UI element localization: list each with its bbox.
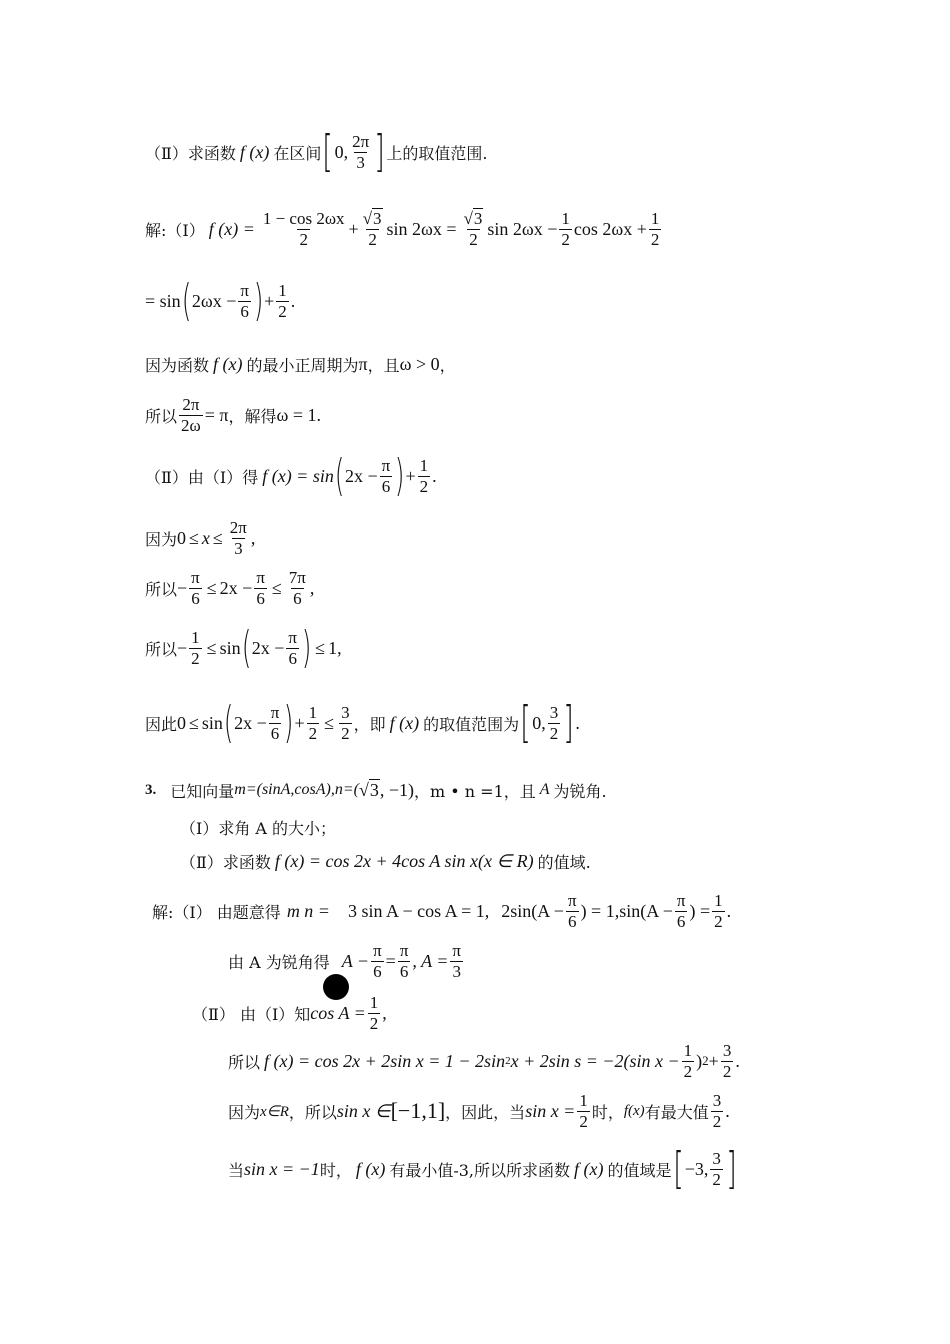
expr: 2x − <box>251 637 285 658</box>
expr: f(x) <box>623 1102 645 1119</box>
text: 的值域. <box>537 852 591 872</box>
expr: = sin <box>145 290 181 311</box>
cond: ω > 0 <box>399 353 440 374</box>
expr: 0, <box>532 712 546 733</box>
period: . <box>316 404 321 425</box>
solution-i-line2 <box>145 275 295 327</box>
fraction: $\frac{\pi}{6}$ <box>256 567 265 608</box>
expr: sin 2ωx = <box>386 218 457 239</box>
expr: 2x − <box>345 465 378 486</box>
fraction: $\frac{2\pi}{3}$ <box>229 517 247 558</box>
interval: [−1,1] <box>390 1098 446 1123</box>
text: ，m • n =1，且 <box>414 781 536 801</box>
expr: cos A = <box>310 1002 366 1023</box>
fraction: $\frac{1 - \cos 2\omega x}{2}$ <box>262 208 345 249</box>
period: . <box>290 290 296 311</box>
right-bracket: ] <box>374 126 385 177</box>
fx: f (x) <box>389 712 420 733</box>
question-3-part-ii <box>180 848 591 874</box>
fraction: $\frac{\pi}{6}$ <box>240 280 249 321</box>
left-bracket: [ <box>520 697 531 748</box>
range-arg-line <box>145 565 314 611</box>
fraction: $\frac{1}{2}$ <box>278 280 287 321</box>
fraction: $\frac{√3}{2}$ <box>362 208 382 249</box>
fraction: $\frac{\pi}{6}$ <box>373 940 382 981</box>
text: 当 <box>228 1160 245 1180</box>
text: 因为函数 <box>145 355 210 375</box>
expr: 2x − <box>234 712 267 733</box>
solution-3-ii-line4 <box>228 1142 738 1196</box>
label: 解:（Ⅰ） <box>145 220 205 240</box>
range-result-line <box>145 697 580 749</box>
fraction: $\frac{\pi}{6}$ <box>381 455 391 496</box>
question-ii <box>145 126 487 178</box>
le: ≤ <box>324 712 335 733</box>
text: 为锐角. <box>553 781 607 801</box>
fraction: $\frac{3}{2}$ <box>712 1148 721 1189</box>
label: 解:（Ⅰ） 由题意得 <box>152 902 281 922</box>
solution-3-ii <box>192 990 387 1036</box>
expr: sin 2ωx − <box>487 218 558 239</box>
solution-3-i <box>152 887 731 935</box>
fx: f (x) <box>213 353 243 374</box>
fraction: $\frac{1}{2}$ <box>308 702 318 743</box>
le: ≤ <box>189 712 199 733</box>
expr: 1 <box>328 637 338 658</box>
fraction: $\frac{1}{2}$ <box>650 208 660 249</box>
expr: sin x = <box>525 1100 576 1121</box>
text: 的最小正周期为 <box>246 355 359 375</box>
zero: 0, <box>334 141 349 162</box>
text: 的值域是 <box>607 1160 672 1180</box>
fraction: $\frac{1}{2}$ <box>419 455 429 496</box>
expr: = <box>385 950 396 971</box>
fraction: $\frac{2\pi}{2\omega}$ <box>181 394 201 435</box>
text: ，因此，当 <box>445 1102 526 1122</box>
le: ≤ <box>206 577 217 598</box>
text: 所以 <box>228 1052 261 1072</box>
plus: + <box>708 1050 719 1071</box>
fraction: $\frac{√3}{2}$ <box>463 208 483 249</box>
fraction: $\frac{\pi}{6}$ <box>270 702 280 743</box>
fraction: $\frac{\pi}{6}$ <box>288 627 297 668</box>
fx: f (x) = <box>208 218 255 239</box>
expr: 0 <box>177 527 187 548</box>
right-bracket: ] <box>563 697 574 748</box>
fraction: $\frac{3}{2}$ <box>712 1090 722 1131</box>
expr: , A = <box>412 950 449 971</box>
le: ≤ <box>206 637 217 658</box>
le: ≤ <box>212 527 223 548</box>
expr: ) = 1,sin(A − <box>580 900 673 921</box>
pi: π <box>358 353 368 374</box>
expr: f (x) = cos 2x + 2sin x = 1 − 2sin <box>264 1050 506 1071</box>
minus: − <box>177 577 188 598</box>
solution-3-i-line2 <box>228 938 465 984</box>
text: ，解得 <box>228 406 277 426</box>
fraction: $\frac{\pi}{6}$ <box>191 567 200 608</box>
plus: + <box>294 712 305 733</box>
comma: , <box>382 1002 387 1023</box>
expr: ω = 1 <box>276 404 317 425</box>
text: 有最小值-3, <box>389 1160 474 1180</box>
text: （Ⅱ）求函数 <box>180 852 271 872</box>
expr: = π <box>204 404 229 425</box>
le: ≤ <box>315 637 326 658</box>
text: 所以所求函数 <box>474 1160 571 1180</box>
left-paren: ( <box>181 275 191 326</box>
text: 上的取值范围. <box>386 143 488 163</box>
solution-i-line1 <box>145 205 663 253</box>
range-x-line <box>145 515 255 561</box>
fx: f (x) <box>239 141 270 162</box>
period: . <box>575 712 580 733</box>
fraction: $\frac{3}{2}$ <box>722 1040 732 1081</box>
text: ，且 <box>367 355 400 375</box>
expr: f (x) = cos 2x + 4cos A sin x(x ∈ R) <box>274 850 534 871</box>
minus: − <box>177 637 188 658</box>
fraction: $\frac{1}{2}$ <box>714 890 723 931</box>
solution-3-ii-line2 <box>228 1037 740 1085</box>
expr: sin x = −1 <box>244 1158 320 1179</box>
text: 时， <box>319 1160 352 1180</box>
fraction: $\frac{7\pi}{6}$ <box>288 567 306 608</box>
right-paren: ) <box>284 697 294 748</box>
expr: 3 sin A − cos A = 1, <box>347 900 490 921</box>
right-paren: ) <box>301 622 312 673</box>
question-3 <box>145 777 607 803</box>
text: 所以 <box>145 579 178 599</box>
expr: f (x) <box>574 1158 604 1179</box>
expr: m=(sinA,cosA),n=( <box>234 781 359 798</box>
fx: f (x) = sin <box>262 465 334 486</box>
fraction: $\frac{\pi}{6}$ <box>676 890 686 931</box>
period-line <box>145 350 456 378</box>
left-paren: ( <box>241 622 251 673</box>
comma: , <box>309 577 315 598</box>
sqrt: √3 <box>358 779 379 800</box>
question-number: 3. <box>145 781 157 798</box>
right-paren: ) <box>253 275 264 326</box>
text: 因为 <box>228 1102 261 1122</box>
plus: + <box>405 465 416 486</box>
expr: 2ωx − <box>191 290 237 311</box>
question-3-part-i <box>180 814 336 840</box>
plus: + <box>348 218 359 239</box>
text: 所以 <box>145 406 178 426</box>
fraction: $\frac{\pi}{6}$ <box>399 940 409 981</box>
right-bracket: ] <box>726 1143 737 1194</box>
fraction: $\frac{1}{2}$ <box>683 1040 693 1081</box>
fraction: $\frac{1}{2}$ <box>579 1090 588 1131</box>
solution-ii-line <box>145 450 437 502</box>
fraction: $\frac{\pi}{3}$ <box>452 940 461 981</box>
exponent: 2 <box>505 1055 511 1067</box>
text: ，即 <box>353 714 386 734</box>
fraction: $\frac{2\pi}{3}$ <box>352 131 370 172</box>
period: . <box>725 1100 730 1121</box>
text: 的取值范围为 <box>423 714 520 734</box>
fraction: $\frac{\pi}{6}$ <box>567 890 577 931</box>
right-paren: ) <box>395 450 405 501</box>
label: （Ⅱ）求函数 <box>145 143 236 163</box>
period: . <box>432 465 437 486</box>
expr: 0 <box>177 712 187 733</box>
text: （Ⅱ） 由（Ⅰ）知 <box>192 1004 311 1024</box>
comma: , <box>250 527 256 548</box>
text: 由 A 为锐角得 <box>228 952 330 972</box>
text: 因此 <box>145 714 178 734</box>
text: ，所以 <box>288 1102 337 1122</box>
text: （Ⅱ）由（Ⅰ）得 <box>145 467 259 487</box>
text: 因为 <box>145 529 178 549</box>
expr: m n = <box>286 900 330 921</box>
text: 时， <box>591 1102 624 1122</box>
period: . <box>726 900 732 921</box>
solution-3-ii-line3 <box>228 1087 730 1135</box>
A: A <box>539 781 550 798</box>
expr: −3, <box>684 1158 709 1179</box>
expr: cos 2ωx + <box>573 218 647 239</box>
expr: x∈R <box>260 1103 289 1120</box>
comma: , <box>337 637 342 658</box>
expr: A − <box>341 950 370 971</box>
plus: + <box>264 290 275 311</box>
fraction: $\frac{1}{2}$ <box>191 627 200 668</box>
expr: ) <box>696 1050 703 1071</box>
left-paren: ( <box>223 697 234 748</box>
expr: sin x ∈ <box>336 1100 391 1121</box>
le: ≤ <box>189 527 199 548</box>
fraction: $\frac{1}{2}$ <box>561 208 570 249</box>
fraction: $\frac{3}{2}$ <box>549 702 559 743</box>
expr: 2sin(A − <box>501 900 564 921</box>
expr: f (x) <box>355 1158 386 1179</box>
text: 已知向量 <box>170 781 235 801</box>
left-bracket: [ <box>322 126 334 177</box>
text: 所以 <box>145 639 178 659</box>
expr: sin <box>219 637 241 658</box>
text: （Ⅰ）求角 A 的大小； <box>180 818 337 838</box>
x: x <box>201 527 210 548</box>
omega-line <box>145 392 321 438</box>
expr: ) = <box>689 900 711 921</box>
expr: , −1) <box>379 779 414 800</box>
exponent: 2 <box>702 1053 709 1068</box>
expr: sin <box>201 712 223 733</box>
left-bracket: [ <box>672 1143 684 1194</box>
range-sin-line <box>145 622 342 674</box>
period: . <box>735 1050 740 1071</box>
expr: 2x − <box>219 577 253 598</box>
expr: x + 2sin s = −2(sin x − <box>510 1050 680 1071</box>
text: ， <box>439 355 456 375</box>
text: 在区间 <box>273 143 322 163</box>
text: 有最大值 <box>644 1102 709 1122</box>
le: ≤ <box>271 577 282 598</box>
left-paren: ( <box>334 450 345 501</box>
fraction: $\frac{3}{2}$ <box>341 702 350 743</box>
fraction: $\frac{1}{2}$ <box>369 992 379 1033</box>
